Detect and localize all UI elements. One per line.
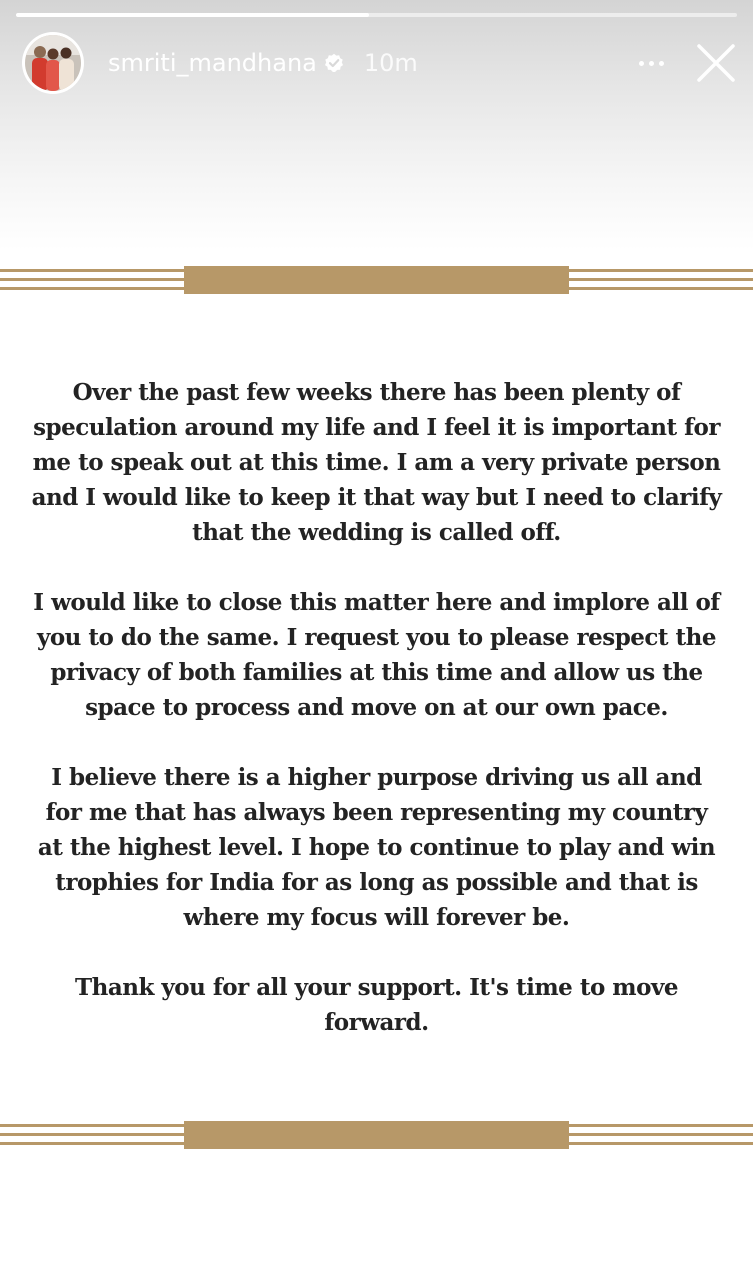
more-options-dot [659,61,664,66]
border-block [184,266,569,294]
avatar-photo [25,35,81,91]
more-options-button[interactable] [629,41,673,85]
paragraph: I believe there is a higher purpose driving us all and for me that has always been representing my country at the highest level. I hope to continue to play and win trophies for India for as long as possible and that is where my focus will forever be. [37,764,716,931]
story-progress-fill [16,13,369,17]
post-timestamp: 10m [363,49,418,77]
more-options-icon [639,61,644,66]
username[interactable]: smriti_mandhana [108,49,317,77]
top-decorative-border [0,266,753,294]
close-icon [695,42,737,84]
border-block [184,1121,569,1149]
story-header [22,32,737,94]
bottom-decorative-border [0,1121,753,1149]
verified-badge-icon [324,53,344,73]
paragraph: Thank you for all your support. It's time to move forward. [75,974,678,1036]
close-button[interactable] [695,42,737,84]
more-options-dot [649,61,654,66]
story-progress-bar [16,13,737,17]
statement-text [30,375,723,1040]
paragraph: I would like to close this matter here and implore all of you to do the same. I request you to please respect the privacy of both families at this time and allow us the space to process and move on at our own pace. [33,589,720,721]
avatar[interactable] [22,32,84,94]
paragraph: Over the past few weeks there has been plenty of speculation around my life and I feel it is important for me to speak out at this time. I am a very private person and I would like to keep it that way but I need to clarify that the wedding is called off. [31,379,722,546]
